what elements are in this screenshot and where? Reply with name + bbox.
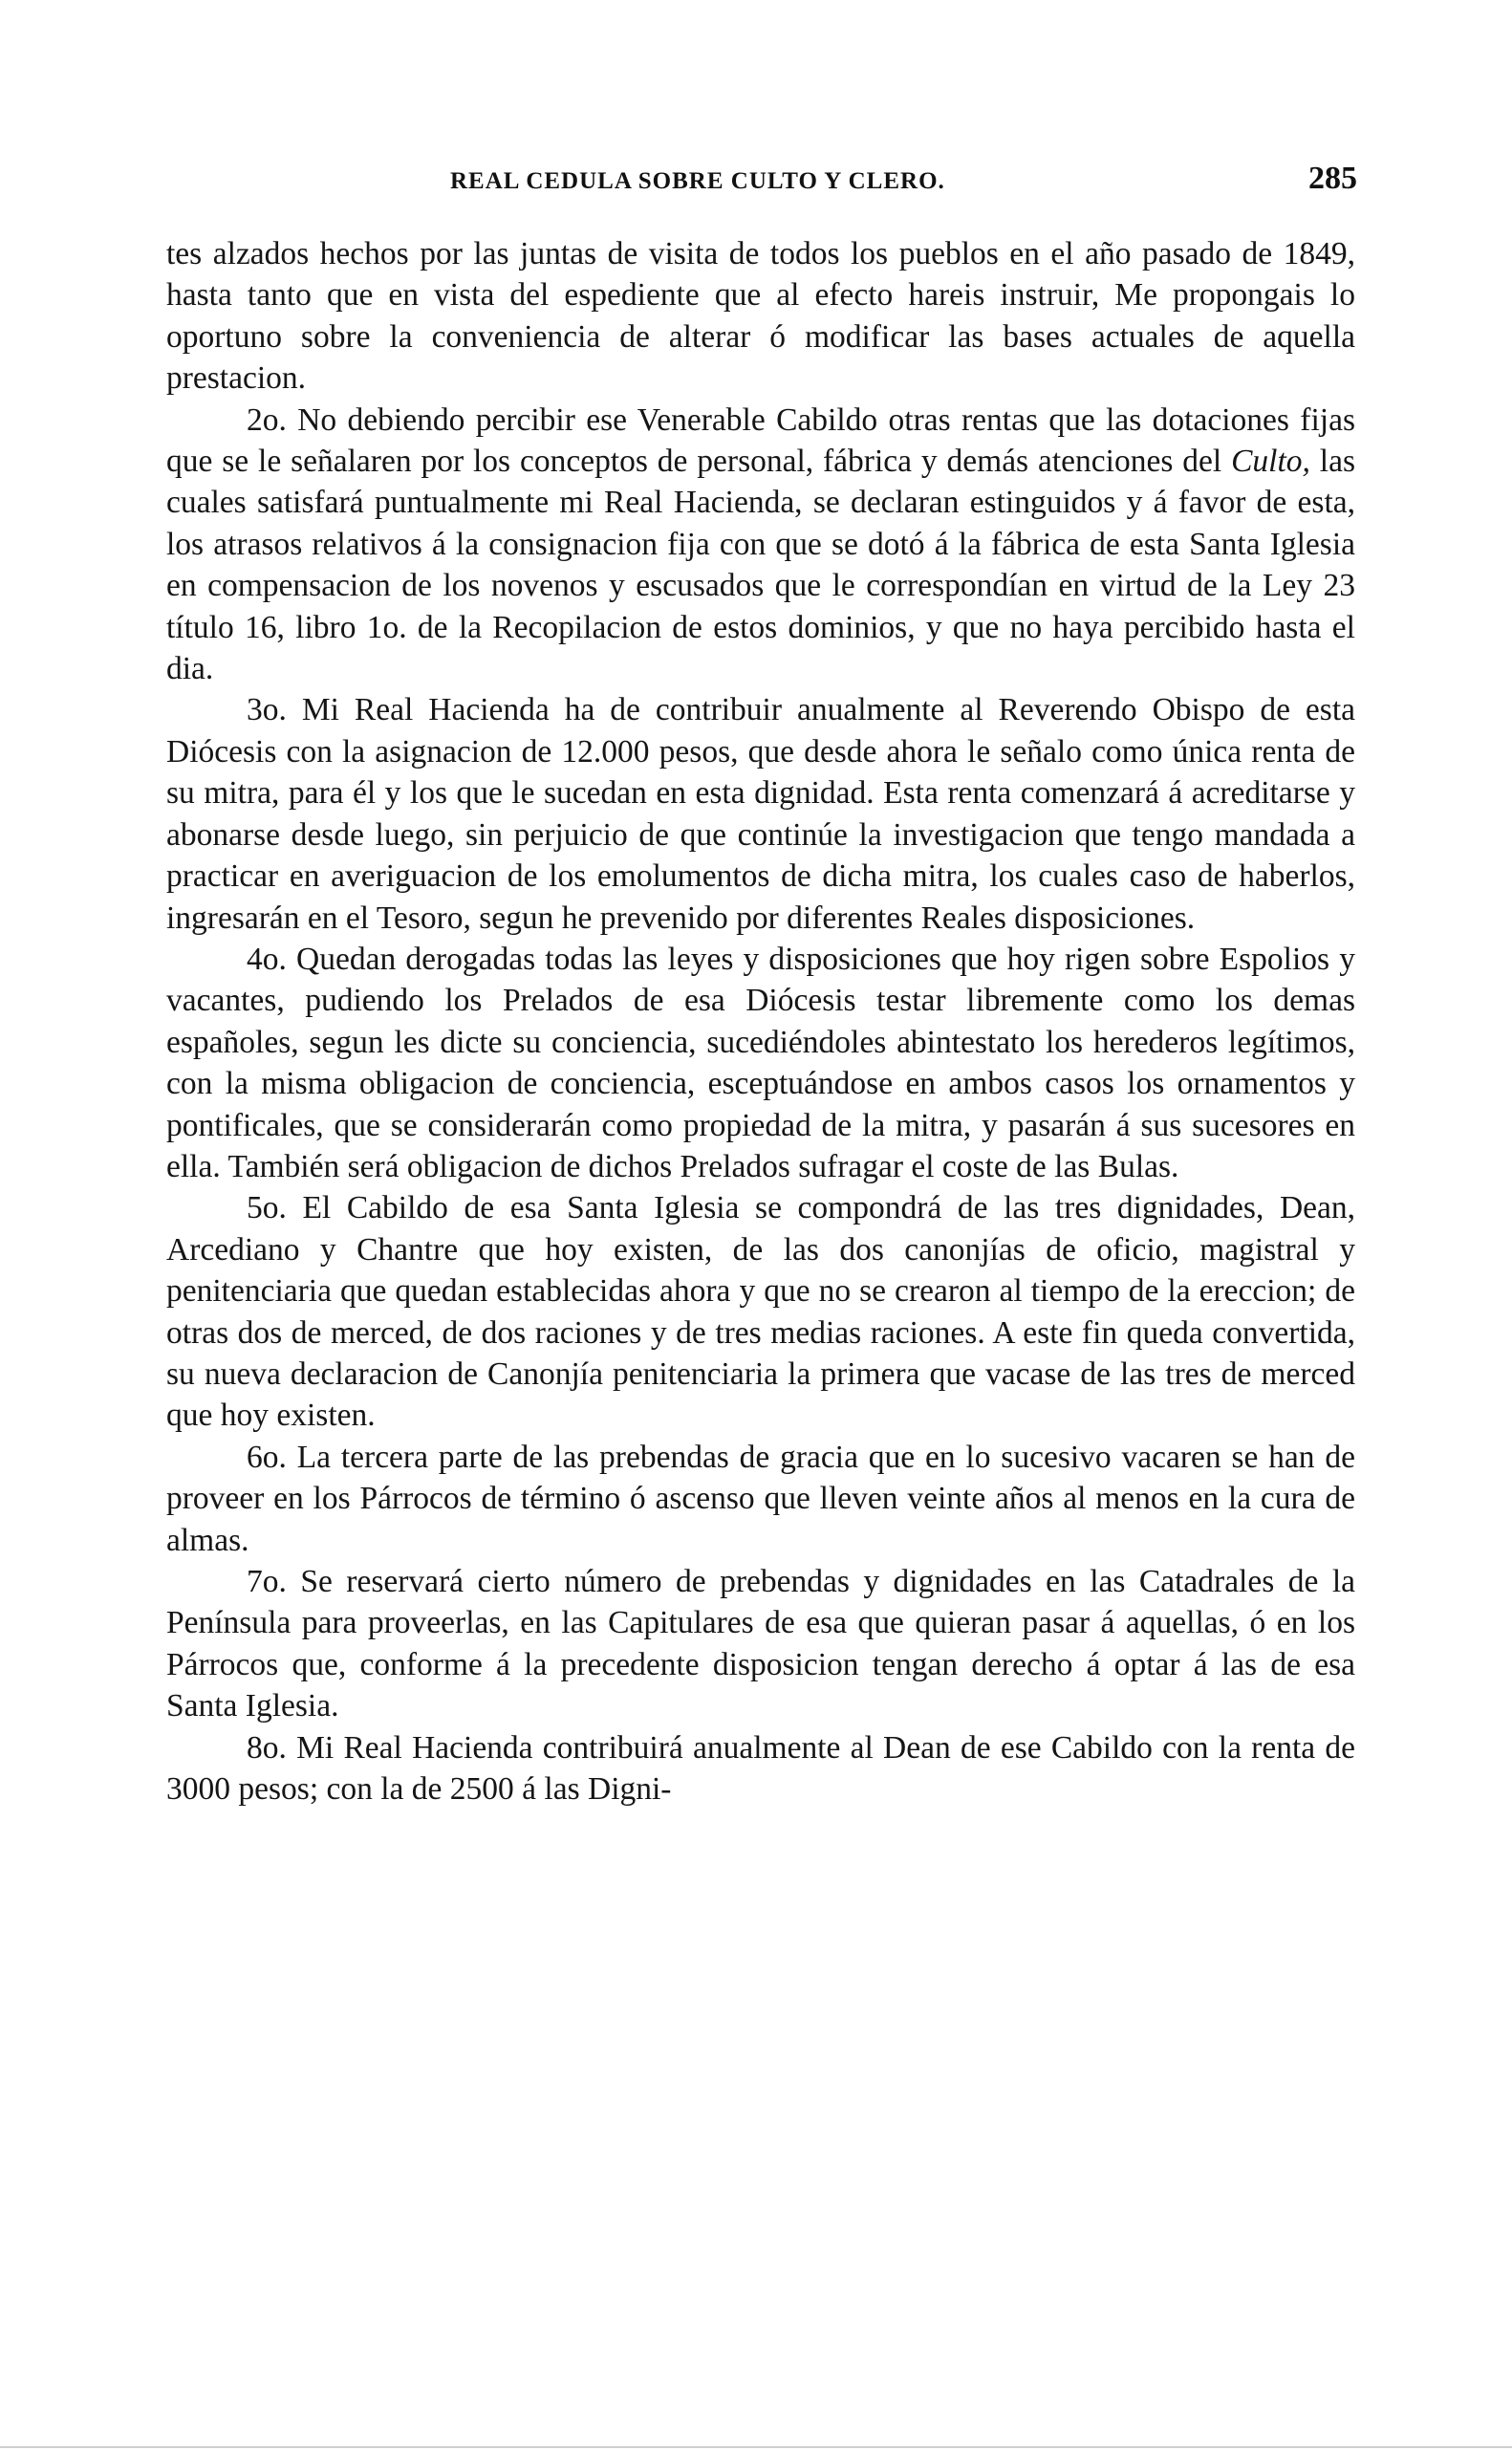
scan-edge-line	[0, 2446, 1512, 2448]
paragraph-continuation	[166, 233, 1355, 400]
italic-term: Culto,	[1231, 444, 1310, 480]
paragraph-text: 2o. No debiendo percibir ese Venerable Cabildo otras rentas que las dotaciones fijas que se le señalaren por los conceptos de personal, fábrica y demás atenciones del	[166, 401, 1355, 480]
paragraph-text: 8o. Mi Real Hacienda contribuirá anualmente al Dean de ese Cabildo con la renta de 3000 pesos; con la de 2500 á las Digni-	[166, 1729, 1355, 1808]
paragraph-8o	[166, 1727, 1355, 1810]
page-number: 285	[1308, 161, 1357, 196]
paragraph-2o	[166, 400, 1355, 690]
running-title: REAL CEDULA SOBRE CULTO Y CLERO.	[450, 168, 945, 194]
running-header	[168, 161, 1357, 203]
paragraph-text: 4o. Quedan derogadas todas las leyes y disposiciones que hoy rigen sobre Espolios y vacantes, pudiendo los Prelados de esa Diócesis testar libremente como los demas españoles, segun les dicte su conciencia, sucediéndoles abintestato los herederos legítimos, con la misma obligacion de conciencia, esceptuándose en ambos casos los ornamentos y pontificales, que se considerarán como propiedad de la mitra, y pasarán á sus sucesores en ella. También será obligacion de dichos Prelados sufragar el coste de las Bulas.	[166, 941, 1355, 1184]
body-text	[166, 233, 1355, 1810]
paragraph-5o	[166, 1187, 1355, 1436]
paragraph-text: tes alzados hechos por las juntas de visita de todos los pueblos en el año pasado de 1849, hasta tanto que en vista del espediente que al efecto hareis instruir, Me propongais lo oportuno sobre la conveniencia de alterar ó modificar las bases actuales de aquella prestacion.	[166, 236, 1355, 397]
paragraph-text: 5o. El Cabildo de esa Santa Iglesia se compondrá de las tres dignidades, Dean, Arcediano y Chantre que hoy existen, de las dos canonjías de oficio, magistral y penitenciaria que quedan establecidas ahora y que no se crearon al tiempo de la ereccion; de otras dos de merced, de dos raciones y de tres medias raciones. A este fin queda convertida, su nueva declaracion de Canonjía penitenciaria la primera que vacase de las tres de merced que hoy existen.	[166, 1190, 1355, 1434]
paragraph-text: 7o. Se reservará cierto número de prebendas y dignidades en las Catadrales de la Península para proveerlas, en las Capitulares de esa que quieran pasar á aquellas, ó en los Párrocos que, conforme á la precedente disposicion tengan derecho á optar á las de esa Santa Iglesia.	[166, 1564, 1355, 1724]
paragraph-4o	[166, 939, 1355, 1187]
paragraph-7o	[166, 1561, 1355, 1727]
paragraph-text: 6o. La tercera parte de las prebendas de gracia que en lo sucesivo vacaren se han de proveer en los Párrocos de término ó ascenso que lleven veinte años al menos en la cura de almas.	[166, 1439, 1355, 1558]
paragraph-6o	[166, 1437, 1355, 1561]
paragraph-text-cont: las cuales satisfará puntualmente mi Real Hacienda, se declaran estinguidos y á favor de esta, los atrasos relativos á la consignacion fija con que se dotó á la fábrica de esta Santa Iglesia en compensacion de los novenos y escusados que le correspondían en virtud de la Ley 23 título 16, libro 1o. de la Recopilacion de estos dominios, y que no haya percibido hasta el dia.	[166, 444, 1356, 687]
paragraph-3o	[166, 689, 1355, 938]
paragraph-text: 3o. Mi Real Hacienda ha de contribuir anualmente al Reverendo Obispo de esta Diócesis con la asignacion de 12.000 pesos, que desde ahora le señalo como única renta de su mitra, para él y los que le sucedan en esta dignidad. Esta renta comenzará á acreditarse y abonarse desde luego, sin perjuicio de que continúe la investigacion que tengo mandada a practicar en averiguacion de los emolumentos de dicha mitra, los cuales caso de haberlos, ingresarán en el Tesoro, segun he prevenido por diferentes Reales disposiciones.	[166, 692, 1355, 936]
